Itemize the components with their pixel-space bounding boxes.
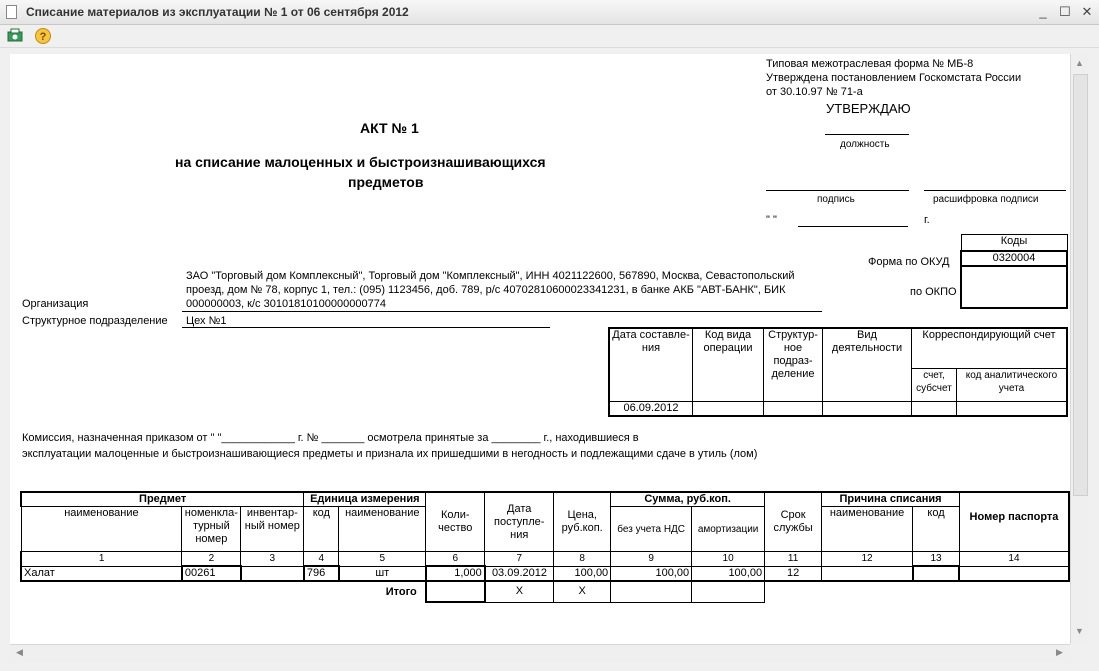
struct-label: Структурное подразделение <box>22 315 168 327</box>
cell-amort: 100,00 <box>692 566 765 581</box>
itogo-empty <box>765 581 1069 602</box>
h-corr: Корреспондирующий счет <box>912 328 1068 368</box>
document-icon <box>6 5 17 19</box>
cell-nomen: 00261 <box>182 566 241 581</box>
org-line-1: ЗАО "Торговый дом Комплексный", Торговый дом "Комплексный", ИНН 4021122600, 567890, Москва, Севастопольский <box>186 270 795 282</box>
help-button[interactable] <box>34 27 52 45</box>
print-icon <box>6 27 24 45</box>
h-pr-kod: код <box>913 507 960 552</box>
signature-line <box>825 134 909 135</box>
date-line <box>798 226 908 227</box>
main-table <box>20 491 1070 603</box>
date-quotes: " " <box>766 214 777 226</box>
dolzhnost-label: должность <box>840 139 890 150</box>
num-12: 12 <box>822 552 913 567</box>
struct-value-cell <box>764 402 823 417</box>
podpis-line <box>766 190 909 191</box>
num-4: 4 <box>304 552 339 567</box>
itogo-label: Итого <box>385 585 417 598</box>
h-anal: код аналитического учета <box>957 368 1068 401</box>
cell-cena: 100,00 <box>554 566 611 581</box>
num-7: 7 <box>485 552 554 567</box>
kody-header: Коды <box>961 235 1067 252</box>
rasshifrovka-line <box>924 190 1066 191</box>
cell-pr-naim <box>822 566 913 581</box>
act-subtitle-2: предметов <box>348 174 424 190</box>
h-srok: Срок службы <box>765 492 822 552</box>
cell-name: Халат <box>21 566 182 581</box>
h-date: Дата составле-ния <box>609 328 693 402</box>
itogo-row <box>21 581 1069 602</box>
window-title: Списание материалов из эксплуатации № 1 от 06 сентября 2012 <box>26 5 409 19</box>
h-nomen: номенкла-турный номер <box>182 507 241 552</box>
struct-value: Цех №1 <box>186 315 227 327</box>
scroll-thumb[interactable] <box>1073 74 1088 496</box>
typical-form: Типовая межотраслевая форма № МБ-8 <box>766 58 974 70</box>
h-edinica: Единица измерения <box>304 492 426 507</box>
h-data: Дата поступле-ния <box>485 492 554 552</box>
num-6: 6 <box>426 552 485 567</box>
scroll-left-icon[interactable]: ◀ <box>16 647 23 657</box>
horizontal-scrollbar[interactable] <box>10 644 1070 661</box>
help-icon <box>34 27 52 45</box>
toolbar <box>0 25 1099 48</box>
h-cena: Цена, руб.коп. <box>554 492 611 552</box>
h-predmet: Предмет <box>21 492 304 507</box>
h-prichina: Причина списания <box>822 492 960 507</box>
commission-line-1: Комиссия, назначенная приказом от " "____________ г. № _______ осмотрела принятые за ________ г., находившиеся в <box>22 432 639 444</box>
num-2: 2 <box>182 552 241 567</box>
commission-line-2: эксплуатации малоценные и быстроизнашивающиеся предметы и признала их пришедшими в негодность и подлежащими сдаче в утиль (лом) <box>22 448 758 460</box>
h-naim: наименование <box>21 507 182 552</box>
h-kol: Коли-чество <box>426 492 485 552</box>
cell-pasport <box>959 566 1069 581</box>
document-sheet <box>10 54 1070 644</box>
cell-bez-nds: 100,00 <box>611 566 692 581</box>
okpo-value <box>961 266 1067 308</box>
num-3: 3 <box>241 552 304 567</box>
window-titlebar <box>0 0 1099 25</box>
org-underline <box>182 311 822 312</box>
maximize-button[interactable]: ☐ <box>1059 4 1071 19</box>
utverzhdayu: УТВЕРЖДАЮ <box>826 101 911 116</box>
h-pasport: Номер паспорта <box>959 492 1069 552</box>
vertical-scrollbar[interactable] <box>1070 54 1089 644</box>
num-5: 5 <box>339 552 426 567</box>
num-8: 8 <box>554 552 611 567</box>
forma-po-okud: Форма по ОКУД <box>868 256 950 268</box>
okud-value: 0320004 <box>961 251 1067 266</box>
h-pr-naim: наименование <box>822 507 913 552</box>
scroll-right-icon[interactable]: ▶ <box>1056 647 1063 657</box>
num-14: 14 <box>959 552 1069 567</box>
print-button[interactable] <box>6 27 24 45</box>
num-11: 11 <box>765 552 822 567</box>
org-label: Организация <box>22 298 89 310</box>
kod-value <box>693 402 764 417</box>
cell-data: 03.09.2012 <box>485 566 554 581</box>
vid-value <box>823 402 912 417</box>
cell-pr-kod <box>913 566 960 581</box>
codes-table <box>960 234 1068 309</box>
rasshifrovka-label: расшифровка подписи <box>933 194 1039 205</box>
num-13: 13 <box>913 552 960 567</box>
h-kod: Код вида операции <box>693 328 764 402</box>
close-button[interactable]: ✕ <box>1081 4 1093 19</box>
svg-text:?: ? <box>39 31 47 43</box>
minimize-button[interactable]: _ <box>1039 4 1047 19</box>
itogo-kol <box>426 581 485 602</box>
approved-by: Утверждена постановлением Госкомстата России <box>766 72 1022 84</box>
cell-ed: шт <box>339 566 426 581</box>
cell-kod: 796 <box>304 566 339 581</box>
numbers-row <box>21 552 1069 567</box>
approved-date: от 30.10.97 № 71-а <box>766 86 863 98</box>
num-10: 10 <box>692 552 765 567</box>
num-9: 9 <box>611 552 692 567</box>
act-subtitle-1: на списание малоценных и быстроизнашивающихся <box>175 154 546 170</box>
po-okpo: по ОКПО <box>910 286 957 298</box>
h-amort: амортизации <box>692 507 765 552</box>
h-invent: инвентар-ный номер <box>241 507 304 552</box>
h-summa: Сумма, руб.коп. <box>611 492 765 507</box>
itogo-bez-nds <box>611 581 692 602</box>
schet-value <box>912 402 957 417</box>
anal-value <box>957 402 1068 417</box>
podpis-label: подпись <box>817 194 855 205</box>
scroll-up-icon[interactable]: ▲ <box>1075 58 1084 68</box>
h-struct: Структур-ное подраз-деление <box>764 328 823 402</box>
cell-invent <box>241 566 304 581</box>
act-title: АКТ № 1 <box>360 120 419 136</box>
itogo-cena-x: X <box>554 581 611 602</box>
h-ed-naim: наименование <box>339 507 426 552</box>
h-ed-kod: код <box>304 507 339 552</box>
operation-table <box>608 327 1068 417</box>
org-line-3: 000000003, к/с 30101810100000000774 <box>186 298 386 310</box>
cell-srok: 12 <box>765 566 822 581</box>
num-1: 1 <box>21 552 182 567</box>
h-bez-nds: без учета НДС <box>611 507 692 552</box>
year-label: г. <box>924 214 930 226</box>
org-line-2: проезд, дом № 78, корпус 1, тел.: (095) 1123456, доб. 789, р/с 40702810600023341231, в банке АКБ "АВТ-БАНК", БИК <box>186 284 786 296</box>
itogo-amort <box>692 581 765 602</box>
date-value: 06.09.2012 <box>609 402 693 417</box>
h-schet: счет, субсчет <box>912 368 957 401</box>
struct-underline <box>182 327 550 328</box>
cell-kol: 1,000 <box>426 566 485 581</box>
scroll-down-icon[interactable]: ▼ <box>1075 626 1084 636</box>
table-row <box>21 566 1069 581</box>
h-vid: Вид деятельности <box>823 328 912 402</box>
itogo-data-x: X <box>485 581 554 602</box>
